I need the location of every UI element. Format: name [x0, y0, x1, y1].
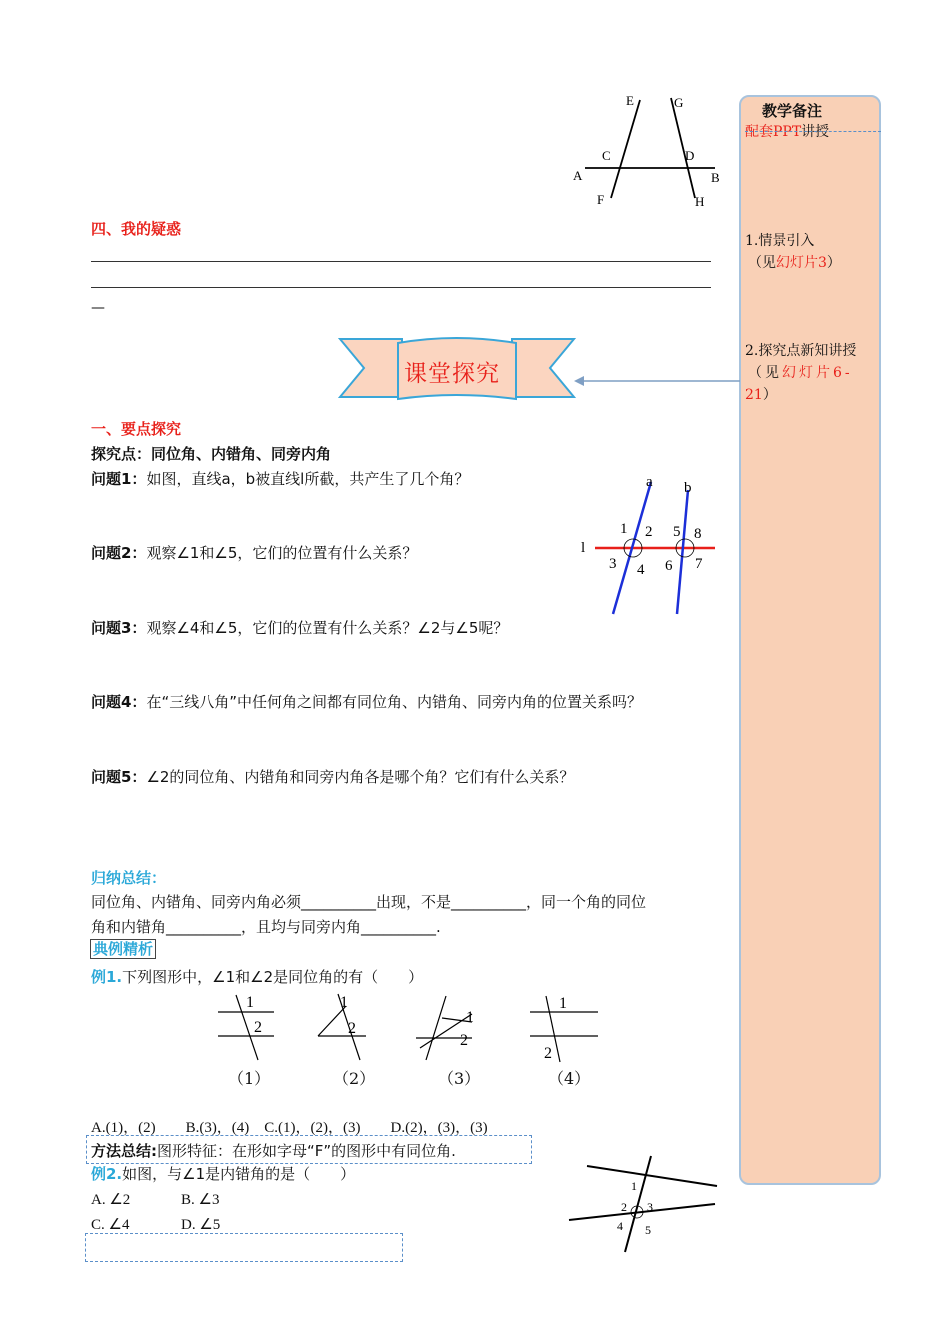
angle-label-6: 6	[665, 558, 673, 574]
svg-text:2: 2	[460, 1032, 468, 1049]
example1-figure-3	[416, 996, 474, 1060]
blank-line-tail: —	[91, 300, 105, 316]
question-3: 问题3：观察∠4和∠5，它们的位置有什么关系？∠2与∠5呢？	[91, 619, 509, 637]
svg-text:2: 2	[621, 1200, 627, 1214]
note2-ref-cont: 21）	[745, 387, 777, 403]
label-C: C	[602, 148, 611, 163]
example1-figure-1	[218, 994, 274, 1060]
angle-label-8: 8	[694, 526, 702, 542]
svg-text:5: 5	[645, 1223, 651, 1237]
example2-figure	[565, 1150, 725, 1260]
example2-option-c: C. ∠4	[91, 1217, 130, 1233]
angle-label-3: 3	[609, 556, 617, 572]
note1-title: 1.情景引入	[745, 233, 815, 249]
example1-figure-2	[318, 994, 366, 1060]
question-5: 问题5：∠2的同位角、内错角和同旁内角各是哪个角？它们有什么关系？	[91, 768, 575, 786]
question-4: 问题4：在“三线八角”中任何角之间都有同位角、内错角、同旁内角的位置关系吗？	[91, 693, 642, 711]
label-H: H	[695, 194, 705, 209]
line-label-l: l	[581, 540, 586, 556]
question-1: 问题1：如图，直线a，b被直线l所截，共产生了几个角？	[91, 470, 470, 488]
answer-box	[85, 1233, 403, 1262]
svg-text:4: 4	[617, 1219, 623, 1233]
label-E: E	[626, 93, 634, 108]
line-label-b: b	[684, 480, 692, 496]
example-2: 例2.如图，与∠1是内错角的是（ ）	[91, 1165, 356, 1183]
angle-label-4: 4	[637, 562, 645, 578]
label-B: B	[711, 170, 720, 185]
svg-text:1: 1	[466, 1009, 474, 1026]
angle-label-7: 7	[695, 556, 703, 572]
svg-text:2: 2	[254, 1019, 262, 1036]
label-G: G	[674, 95, 684, 110]
caption-2: （2）	[333, 1069, 376, 1088]
pointer-arrow	[570, 372, 742, 392]
angle-label-2: 2	[645, 524, 653, 540]
example2-option-a: A. ∠2	[91, 1192, 131, 1208]
section1-heading: 一、要点探究	[91, 420, 182, 438]
notes-ppt-line: 配套PPT讲授	[745, 124, 830, 140]
svg-text:1: 1	[559, 995, 567, 1012]
svg-text:2: 2	[348, 1020, 356, 1037]
note2-ref: （见幻灯片6-	[748, 365, 853, 381]
summary-line-2: 角和内错角__________，且均与同旁内角__________.	[91, 918, 441, 936]
three-lines-eight-angles-figure	[575, 470, 725, 620]
notes-title: 教学备注	[762, 102, 823, 120]
line-label-a: a	[646, 474, 653, 490]
intersecting-lines-figure	[565, 88, 735, 213]
svg-text:1: 1	[246, 994, 254, 1011]
example2-option-b: B. ∠3	[181, 1192, 220, 1208]
label-A: A	[573, 168, 583, 183]
caption-4: （4）	[548, 1069, 591, 1088]
example2-option-d: D. ∠5	[181, 1217, 221, 1233]
summary-heading: 归纳总结：	[91, 869, 167, 887]
label-D: D	[685, 148, 695, 163]
summary-line-1: 同位角、内错角、同旁内角必须__________出现，不是__________，同一个角的同位	[91, 893, 647, 911]
question-2: 问题2：观察∠1和∠5，它们的位置有什么关系？	[91, 544, 418, 562]
svg-text:2: 2	[544, 1045, 552, 1062]
caption-1: （1）	[228, 1069, 271, 1088]
label-F: F	[597, 192, 605, 207]
svg-text:3: 3	[647, 1200, 653, 1214]
example-1: 例1.下列图形中，∠1和∠2是同位角的有（ ）	[91, 968, 424, 986]
svg-text:1: 1	[631, 1179, 637, 1193]
angle-label-1: 1	[620, 521, 628, 537]
notes-divider	[745, 131, 881, 132]
example1-options: A.(1)，(2) B.(3)，(4) C.(1)，(2)，(3) D.(2)，(3)，(3)	[91, 1120, 488, 1136]
blank-line-1	[91, 261, 711, 262]
examples-heading: 典例精析	[90, 939, 156, 959]
note2-title: 2.探究点新知讲授	[745, 343, 857, 359]
caption-3: （3）	[438, 1069, 481, 1088]
svg-text:1: 1	[340, 994, 348, 1011]
example1-figure-4	[530, 995, 598, 1062]
note1-ref: （见幻灯片3）	[748, 255, 841, 271]
doubts-heading: 四、我的疑惑	[91, 220, 182, 238]
banner-text: 课堂探究	[404, 361, 500, 387]
angle-label-5: 5	[673, 524, 681, 540]
blank-line-2	[91, 287, 711, 288]
explore-point: 探究点：同位角、内错角、同旁内角	[91, 445, 332, 463]
method-summary: 方法总结:图形特征：在形如字母“F”的图形中有同位角.	[91, 1142, 456, 1160]
